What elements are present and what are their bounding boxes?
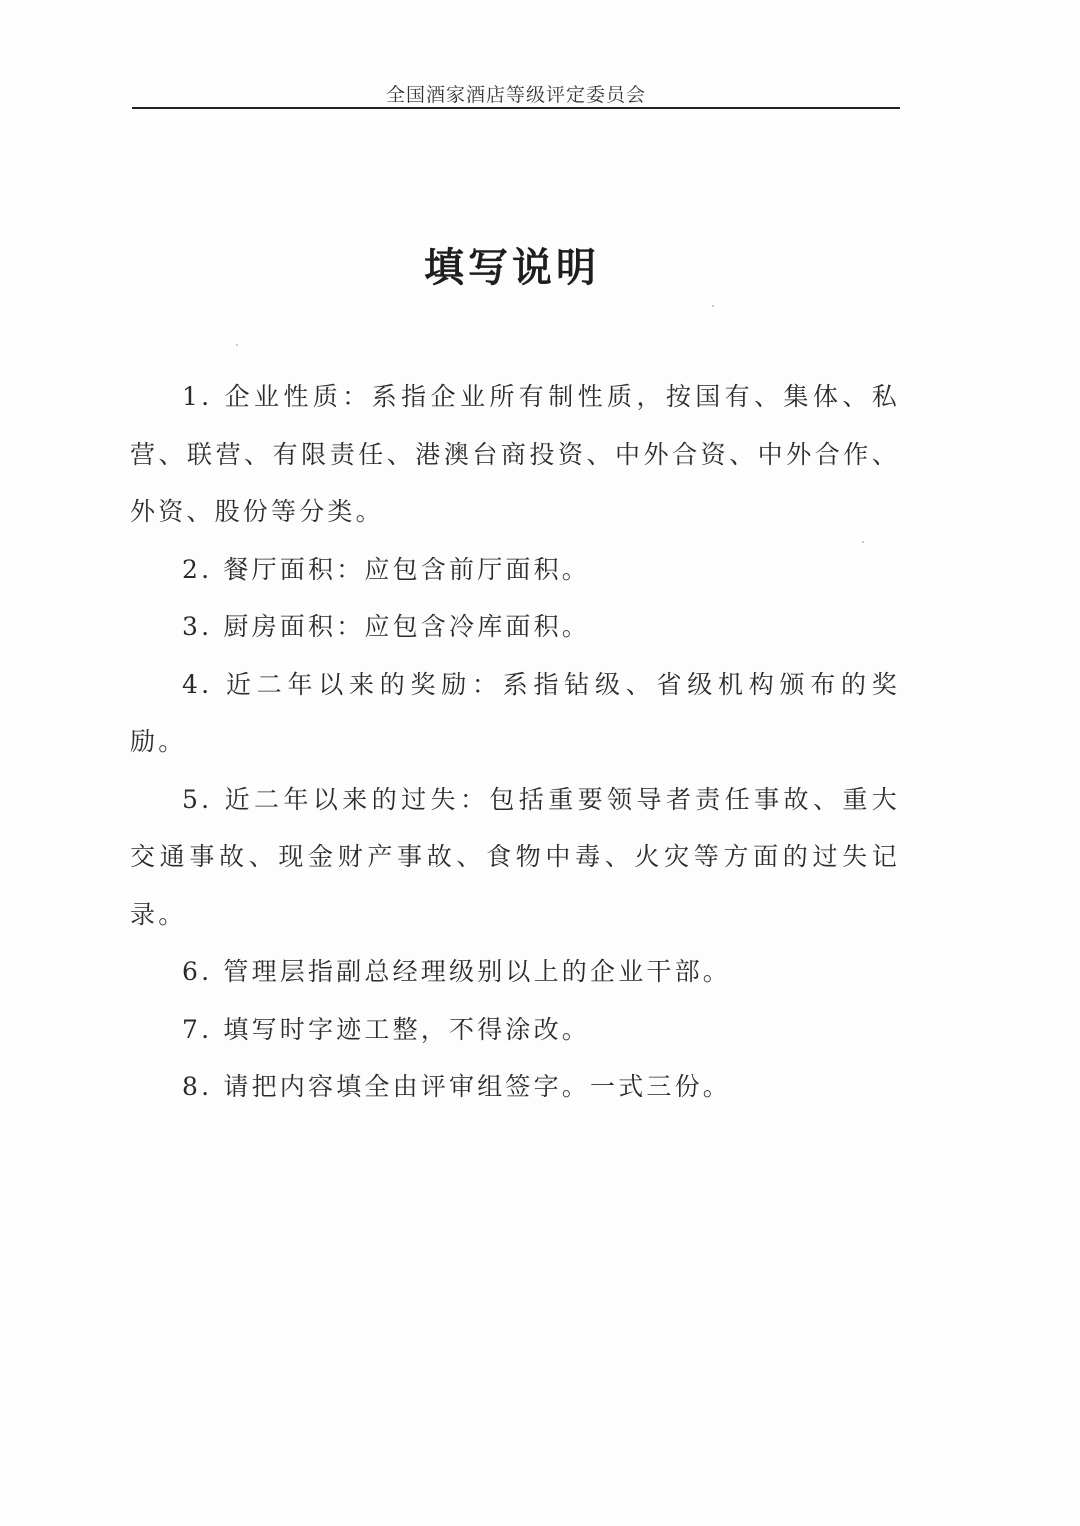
instruction-item-3: 3. 厨房面积：应包含冷库面积。 <box>182 612 591 641</box>
instruction-item-6: 6. 管理层指副总经理级别以上的企业干部。 <box>182 957 732 986</box>
instruction-item-5: 5. 近二年以来的过失：包括重要领导者责任事故、重大交通事故、现金财产事故、食物中毒、火灾等方面的过失记录。 <box>130 784 900 929</box>
page-title: 填写说明 <box>424 244 600 291</box>
instruction-item-7: 7. 填写时字迹工整，不得涂改。 <box>182 1014 591 1044</box>
instruction-item-8: 8. 请把内容填全由评审组签字。一式三份。 <box>182 1072 732 1101</box>
instruction-item-4: 4. 近二年以来的奖励：系指钻级、省级机构颁布的奖励。 <box>130 669 900 756</box>
scan-speck <box>236 344 238 346</box>
scan-speck <box>712 305 714 307</box>
page-header: 全国酒家酒店等级评定委员会 <box>385 84 646 106</box>
instructions-list <box>130 368 900 1116</box>
instruction-item-2: 2. 餐厅面积：应包含前厅面积。 <box>182 554 591 584</box>
scan-speck <box>862 541 864 543</box>
header-divider <box>132 107 900 109</box>
instruction-item-1: 1. 企业性质：系指企业所有制性质，按国有、集体、私营、联营、有限责任、港澳台商投资、中外合资、中外合作、外资、股份等分类。 <box>130 382 900 526</box>
